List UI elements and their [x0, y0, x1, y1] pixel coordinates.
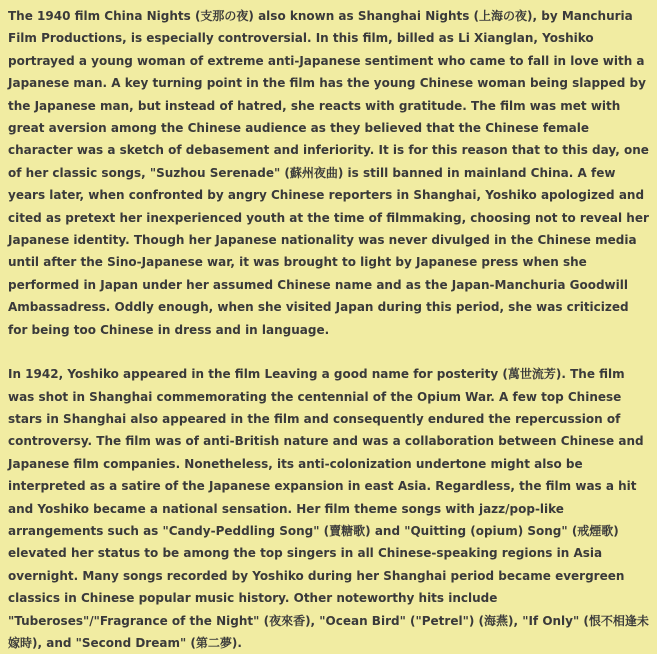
paragraph-leaving-a-good-name: In 1942, Yoshiko appeared in the film Leaving a good name for posterity (萬世流芳). The film was shot in Shanghai commemorating the centennial of the Opium War. A few top Chinese stars in Shanghai also appeared in the film and consequently endured the repercussion of controversy. The film was of anti-British nature and was a collaboration between Chinese and Japanese film companies. Nonetheless, its anti-colonization undertone might also be interpreted as a satire of the Japanese expansion in east Asia. Regardless, the film was a hit and Yoshiko became a national sensation. Her film theme songs with jazz/pop-like arrangements such as "Candy-Peddling Song" (賣糖歌) and "Quitting (opium) Song" (戒煙歌) elevated her status to be among the top singers in all Chinese-speaking regions in Asia overnight. Many songs recorded by Yoshiko during her Shanghai period became evergreen classics in Chinese popular music history. Other noteworthy hits include "Tuberoses"/"Fragrance of the Night" (夜來香), "Ocean Bird" ("Petrel") (海燕), "If Only" (恨不相逢未嫁時), and "Second Dream" (第二夢). [8, 367, 649, 650]
paragraph-spacer [8, 341, 649, 363]
paragraph-china-nights: The 1940 film China Nights (支那の夜) also known as Shanghai Nights (上海の夜), by Manchuria Film Productions, is especially controversial. In this film, billed as Li Xianglan, Yoshiko portrayed a young woman of extreme anti-Japanese sentiment who came to fall in love with a Japanese man. A key turning point in the film has the young Chinese woman being slapped by the Japanese man, but instead of hatred, she reacts with gratitude. The film was met with great aversion among the Chinese audience as they believed that the Chinese female character was a sketch of debasement and inferiority. It is for this reason that to this day, one of her classic songs, "Suzhou Serenade" (蘇州夜曲) is still banned in mainland China. A few years later, when confronted by angry Chinese reporters in Shanghai, Yoshiko apologized and cited as pretext her inexperienced youth at the time of filmmaking, choosing not to reveal her Japanese identity. Though her Japanese nationality was never divulged in the Chinese media until after the Sino-Japanese war, it was brought to light by Japanese press when she performed in Japan under her assumed Chinese name and as the Japan-Manchuria Goodwill Ambassadress. Oddly enough, when she visited Japan during this period, she was criticized for being too Chinese in dress and in language. [8, 9, 649, 337]
